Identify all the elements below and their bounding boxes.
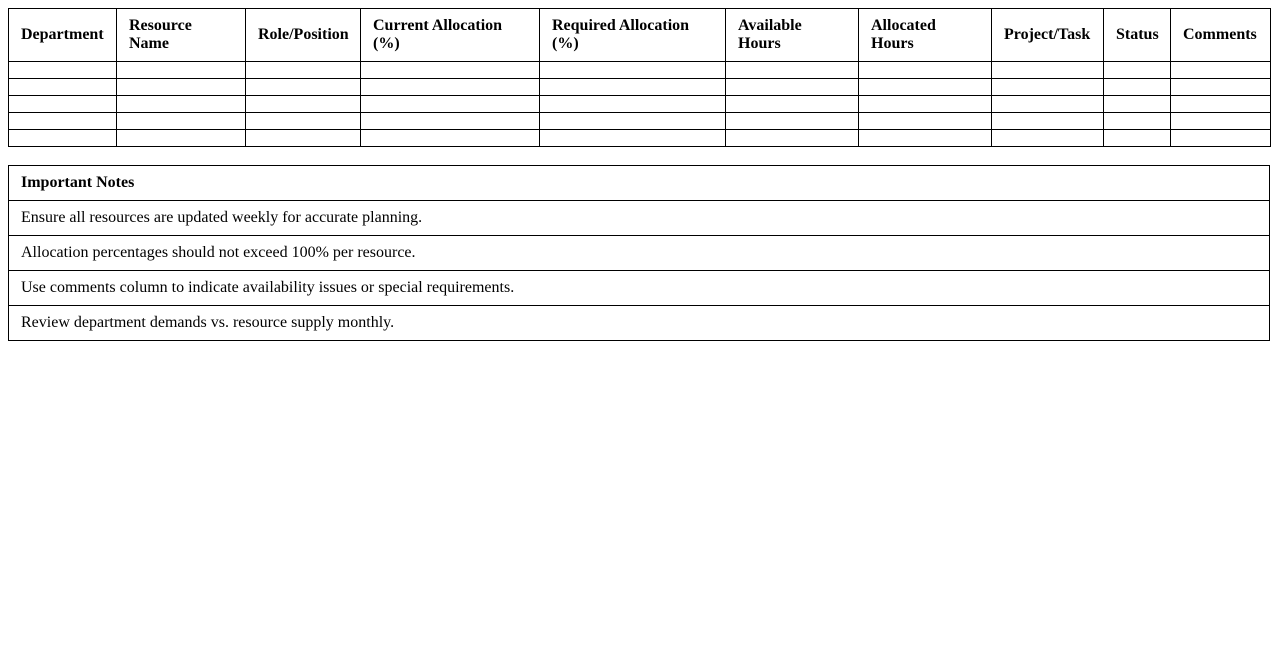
table-cell[interactable] (540, 62, 726, 79)
table-cell[interactable] (9, 96, 117, 113)
table-cell[interactable] (540, 113, 726, 130)
table-row (9, 96, 1271, 113)
header-role-position: Role/Position (246, 9, 361, 62)
table-cell[interactable] (9, 113, 117, 130)
resource-allocation-table (8, 8, 1271, 147)
table-cell[interactable] (859, 96, 992, 113)
table-cell[interactable] (859, 79, 992, 96)
table-cell[interactable] (9, 79, 117, 96)
note-item: Ensure all resources are updated weekly for accurate planning. (9, 201, 1270, 236)
table-row (9, 62, 1271, 79)
table-cell[interactable] (1171, 62, 1271, 79)
table-cell[interactable] (246, 130, 361, 147)
note-row (9, 236, 1270, 271)
table-cell[interactable] (726, 130, 859, 147)
table-cell[interactable] (859, 62, 992, 79)
table-cell[interactable] (9, 130, 117, 147)
header-project-task: Project/Task (992, 9, 1104, 62)
table-cell[interactable] (1171, 79, 1271, 96)
table-cell[interactable] (361, 62, 540, 79)
table-cell[interactable] (361, 79, 540, 96)
document-body (8, 8, 1270, 341)
table-cell[interactable] (117, 113, 246, 130)
notes-title: Important Notes (9, 166, 1270, 201)
header-current-allocation: Current Allocation (%) (361, 9, 540, 62)
notes-header-row (9, 166, 1270, 201)
table-cell[interactable] (361, 130, 540, 147)
table-body (9, 62, 1271, 147)
table-cell[interactable] (9, 62, 117, 79)
table-cell[interactable] (540, 96, 726, 113)
table-cell[interactable] (726, 62, 859, 79)
note-row (9, 271, 1270, 306)
header-comments: Comments (1171, 9, 1271, 62)
header-department: Department (9, 9, 117, 62)
table-cell[interactable] (117, 62, 246, 79)
header-resource-name: Resource Name (117, 9, 246, 62)
table-cell[interactable] (117, 96, 246, 113)
table-cell[interactable] (361, 96, 540, 113)
header-allocated-hours: Allocated Hours (859, 9, 992, 62)
table-cell[interactable] (540, 79, 726, 96)
important-notes-table (8, 165, 1270, 341)
table-cell[interactable] (859, 113, 992, 130)
header-available-hours: Available Hours (726, 9, 859, 62)
table-cell[interactable] (1171, 113, 1271, 130)
table-cell[interactable] (246, 113, 361, 130)
table-cell[interactable] (1104, 130, 1171, 147)
table-row (9, 113, 1271, 130)
table-cell[interactable] (992, 96, 1104, 113)
header-required-allocation: Required Allocation (%) (540, 9, 726, 62)
table-cell[interactable] (1171, 96, 1271, 113)
header-status: Status (1104, 9, 1171, 62)
table-cell[interactable] (540, 130, 726, 147)
table-cell[interactable] (992, 62, 1104, 79)
table-cell[interactable] (992, 130, 1104, 147)
table-header-row (9, 9, 1271, 62)
table-cell[interactable] (1171, 130, 1271, 147)
note-item: Review department demands vs. resource supply monthly. (9, 306, 1270, 341)
table-row (9, 130, 1271, 147)
table-cell[interactable] (246, 79, 361, 96)
table-cell[interactable] (361, 113, 540, 130)
table-cell[interactable] (726, 79, 859, 96)
note-item: Allocation percentages should not exceed 100% per resource. (9, 236, 1270, 271)
table-cell[interactable] (1104, 96, 1171, 113)
table-cell[interactable] (1104, 79, 1171, 96)
table-cell[interactable] (1104, 113, 1171, 130)
table-cell[interactable] (246, 96, 361, 113)
table-cell[interactable] (1104, 62, 1171, 79)
table-cell[interactable] (117, 79, 246, 96)
note-row (9, 201, 1270, 236)
table-cell[interactable] (726, 96, 859, 113)
table-row (9, 79, 1271, 96)
table-cell[interactable] (117, 130, 246, 147)
table-cell[interactable] (246, 62, 361, 79)
table-cell[interactable] (992, 113, 1104, 130)
table-cell[interactable] (992, 79, 1104, 96)
table-cell[interactable] (859, 130, 992, 147)
table-cell[interactable] (726, 113, 859, 130)
note-row (9, 306, 1270, 341)
note-item: Use comments column to indicate availability issues or special requirements. (9, 271, 1270, 306)
